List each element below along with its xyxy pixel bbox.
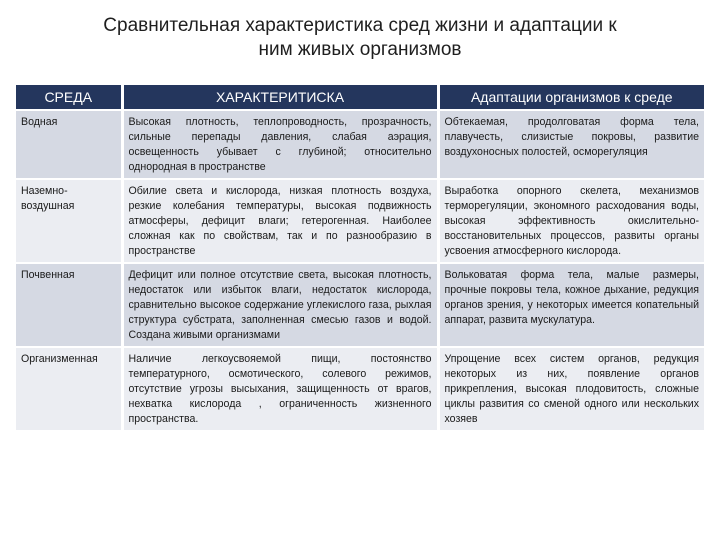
table-row: [16, 110, 704, 179]
header-adaptations: Адаптации организмов к среде: [438, 85, 704, 110]
row-characteristic: Обилие света и кислорода, низкая плотность воздуха, резкие колебания температуры, высокая подвижность атмосферы, дефицит влаги; гетерогенная. Наиболее сложная как по свойствам, так и по разнообразию в пространстве: [122, 179, 438, 263]
row-characteristic: Высокая плотность, теплопроводность, прозрачность, сильные перепады давления, слабая аэрация, освещенность убывает с глубиной; относительно однородная в пространстве: [122, 110, 438, 179]
page-title: [20, 14, 700, 62]
row-characteristic: Наличие легкоусвояемой пищи, постоянство температурного, осмотического, солевого режимов, отсутствие угрозы высыхания, защищенность от врагов, нехватка кислорода , ограниченность жизненного пространства.: [122, 347, 438, 430]
table-row: [16, 347, 704, 430]
row-environment: Организменная: [16, 347, 122, 430]
table-row: [16, 263, 704, 347]
table-header-row: [16, 85, 704, 110]
row-environment: Водная: [16, 110, 122, 179]
row-adaptations: Вольковатая форма тела, малые размеры, прочные покровы тела, кожное дыхание, редукция органов зрения, у некоторых имеется копательный аппарат, развита мускулатура.: [438, 263, 704, 347]
title-line-1: Сравнительная характеристика сред жизни и адаптации к: [103, 15, 617, 36]
title-line-2: ним живых организмов: [258, 39, 462, 60]
row-adaptations: Обтекаемая, продолговатая форма тела, плавучесть, слизистые покровы, развитие воздухоносных полостей, осморегуляция: [438, 110, 704, 179]
row-environment: Почвенная: [16, 263, 122, 347]
row-adaptations: Выработка опорного скелета, механизмов терморегуляции, экономного расходования воды, высокая эффективность окислительно-восстановительных процессов, развиты органы усвоения атмосферного кислорода.: [438, 179, 704, 263]
comparison-table: [16, 85, 704, 430]
row-environment: Наземно-воздушная: [16, 179, 122, 263]
row-adaptations: Упрощение всех систем органов, редукция некоторых из них, появление органов прикрепления, высокая плодовитость, сложные циклы развития со сменой одного или нескольких хозяев: [438, 347, 704, 430]
row-characteristic: Дефицит или полное отсутствие света, высокая плотность, недостаток или избыток влаги, недостаток кислорода, сравнительно высокое содержание углекислого газа, рыхлая структура субстрата, заполненная смесью газов и водой. Создана живыми организмами: [122, 263, 438, 347]
table-row: [16, 179, 704, 263]
header-characteristic: ХАРАКТЕРИТИСКА: [122, 85, 438, 110]
header-environment: СРЕДА: [16, 85, 122, 110]
